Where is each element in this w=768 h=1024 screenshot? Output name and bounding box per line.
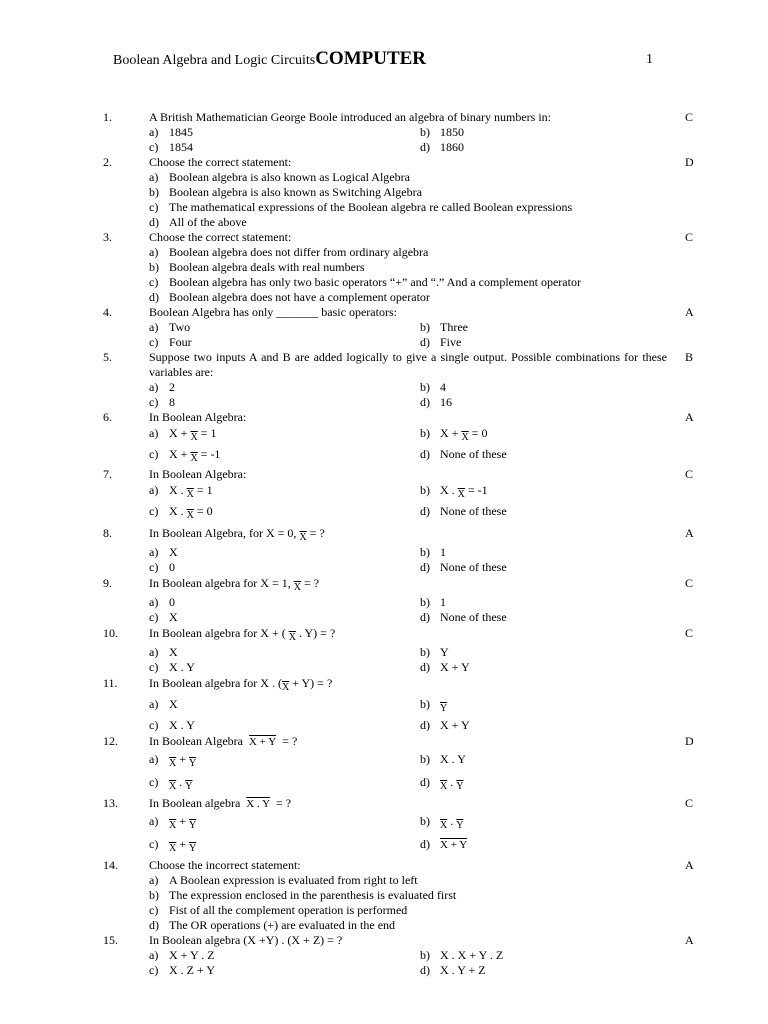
answer-key: A [685, 305, 694, 319]
header-title [113, 48, 426, 70]
question-number: 14. [103, 858, 118, 872]
question-12 [0, 734, 768, 796]
question-15 [0, 933, 768, 978]
question-number: 13. [103, 796, 118, 810]
question-text: Boolean Algebra has only _______ basic operators: [149, 305, 397, 319]
options [149, 245, 768, 305]
question-text: In Boolean Algebra: [149, 467, 247, 481]
option-b: b) Y [420, 645, 449, 659]
question-3 [0, 230, 768, 305]
answer-key: C [685, 626, 694, 640]
options [149, 482, 768, 524]
option-d: d) X + Y [420, 837, 468, 851]
question-10 [0, 626, 768, 675]
option-c: c) 0 [149, 560, 175, 574]
option-c: c) X . Z + Y [149, 963, 215, 977]
question-number: 12. [103, 734, 118, 748]
option-d: d) None of these [420, 447, 507, 461]
option-b: b) 4 [420, 380, 446, 394]
option-a: a) $_{\overline{X}}$ + $_{\overline{Y}}$ [149, 814, 197, 831]
options [149, 170, 768, 230]
options [149, 948, 768, 978]
option-d: d) X . Y + Z [420, 963, 486, 977]
question-text: In Boolean algebra for X + ( $_{\overline{X}}$ . Y) = ? [149, 626, 336, 643]
option-d: d) All of the above [149, 215, 247, 229]
option-b: b) X . $_{\overline{X}}$ = -1 [420, 483, 488, 500]
option-d: d) 1860 [420, 140, 464, 154]
options [149, 873, 768, 933]
option-c: c) X . Y [149, 660, 195, 674]
question-number: 15. [103, 933, 118, 947]
question-text: In Boolean algebra (X +Y) . (X + Z) = ? [149, 933, 343, 947]
answer-key: C [685, 796, 694, 810]
options [149, 545, 768, 575]
question-text: In Boolean algebra for X . $(_{\overline{X}} + Y)$ = ? [149, 676, 333, 693]
option-a: a) A Boolean expression is evaluated from right to left [149, 873, 418, 887]
answer-key: C [685, 576, 694, 590]
option-c: c) X . Y [149, 718, 195, 732]
option-d: d) None of these [420, 504, 507, 518]
question-text: In Boolean Algebra X + Y = ? [149, 734, 298, 748]
option-d: d) 16 [420, 395, 452, 409]
option-a: a) X [149, 645, 178, 659]
option-b: b) X . X + Y . Z [420, 948, 504, 962]
question-text: In Boolean algebra X . Y = ? [149, 796, 292, 810]
answer-key: C [685, 110, 694, 124]
options [149, 812, 768, 858]
option-b: b) Boolean algebra is also known as Switching Algebra [149, 185, 422, 199]
option-c: c) Boolean algebra has only two basic operators “+” and “.” And a complement operator [149, 275, 581, 289]
question-2 [0, 155, 768, 230]
answer-key: A [685, 526, 694, 540]
option-c: c) $_{\overline{X}}$ . $_{\overline{Y}}$ [149, 775, 193, 792]
options [149, 595, 768, 625]
answer-key: D [685, 155, 694, 169]
option-a: a) Boolean algebra does not differ from ordinary algebra [149, 245, 429, 259]
question-text: In Boolean Algebra: [149, 410, 247, 424]
option-b: b) The expression enclosed in the parenthesis is evaluated first [149, 888, 457, 902]
option-b: b) 1 [420, 595, 446, 609]
option-b: b) Three [420, 320, 468, 334]
question-number: 2. [103, 155, 112, 169]
option-a: a) X + $_{\overline{X}}$ = 1 [149, 426, 217, 443]
question-number: 1. [103, 110, 112, 124]
question-13 [0, 796, 768, 858]
answer-key: C [685, 230, 694, 244]
option-b: b) X + $_{\overline{X}}$ = 0 [420, 426, 488, 443]
options [149, 696, 768, 733]
question-text: Choose the correct statement: [149, 230, 292, 244]
option-b: b) Boolean algebra deals with real numbers [149, 260, 365, 274]
options [149, 320, 768, 350]
options [149, 380, 768, 410]
page-number: 1 [646, 52, 653, 67]
option-d: d) $_{\overline{X}}$ . $_{\overline{Y}}$ [420, 775, 464, 792]
option-d: d) X + Y [420, 718, 470, 732]
question-5 [0, 350, 768, 410]
question-text: Suppose two inputs A and B are added logically to give a single output. Possible combinations for these variables are: [149, 350, 667, 379]
question-text: Choose the incorrect statement: [149, 858, 301, 872]
answer-key: A [685, 858, 694, 872]
question-8 [0, 526, 768, 575]
option-a: a) Two [149, 320, 191, 334]
question-number: 5. [103, 350, 112, 364]
option-a: a) Boolean algebra is also known as Logical Algebra [149, 170, 410, 184]
option-a: a) 0 [149, 595, 175, 609]
option-a: a) $_{\overline{X}}$ + $_{\overline{Y}}$ [149, 752, 197, 769]
question-6 [0, 410, 768, 467]
question-text: In Boolean algebra for X = 1, $_{\overline{X}}$ = ? [149, 576, 320, 593]
question-number: 7. [103, 467, 112, 481]
question-number: 8. [103, 526, 112, 540]
answer-key: D [685, 734, 694, 748]
question-9 [0, 576, 768, 625]
question-number: 3. [103, 230, 112, 244]
question-7 [0, 467, 768, 524]
header-topic: Boolean Algebra and Logic Circuits [113, 53, 316, 68]
option-a: a) X [149, 545, 178, 559]
answer-key: C [685, 467, 694, 481]
question-number: 11. [103, 676, 118, 690]
option-a: a) X [149, 697, 178, 711]
option-c: c) X + $_{\overline{X}}$ = -1 [149, 447, 221, 464]
options [149, 750, 768, 796]
question-text: In Boolean Algebra, for X = 0, $_{\overline{X}}$ = ? [149, 526, 325, 543]
options [149, 425, 768, 467]
option-c: c) X . $_{\overline{X}}$ = 0 [149, 504, 213, 521]
question-1 [0, 110, 768, 155]
question-number: 4. [103, 305, 112, 319]
option-b: b) 1 [420, 545, 446, 559]
question-text: A British Mathematician George Boole introduced an algebra of binary numbers in: [149, 110, 552, 124]
question-number: 10. [103, 626, 118, 640]
answer-key: A [685, 410, 694, 424]
options [149, 645, 768, 675]
option-d: d) None of these [420, 560, 507, 574]
option-c: c) Four [149, 335, 192, 349]
option-d: d) None of these [420, 610, 507, 624]
options [149, 125, 768, 155]
header-subject: COMPUTER [315, 48, 427, 69]
option-d: d) Boolean algebra does not have a complement operator [149, 290, 430, 304]
option-d: d) X + Y [420, 660, 470, 674]
option-b: b) $_{\overline{Y}}$ [420, 697, 448, 714]
question-11 [0, 676, 768, 733]
answer-key: A [685, 933, 694, 947]
option-b: b) X . Y [420, 752, 466, 766]
option-c: c) $_{\overline{X}}$ + $_{\overline{Y}}$ [149, 837, 197, 854]
option-c: c) Fist of all the complement operation is performed [149, 903, 408, 917]
option-a: a) X + Y . Z [149, 948, 215, 962]
option-c: c) 8 [149, 395, 175, 409]
option-a: a) 1845 [149, 125, 193, 139]
option-a: a) X . $_{\overline{X}}$ = 1 [149, 483, 213, 500]
option-d: d) Five [420, 335, 462, 349]
option-c: c) X [149, 610, 178, 624]
question-number: 6. [103, 410, 112, 424]
option-c: c) 1854 [149, 140, 193, 154]
option-d: d) The OR operations (+) are evaluated in the end [149, 918, 396, 932]
question-number: 9. [103, 576, 112, 590]
option-b: b) $_{\overline{X}}$ . $_{\overline{Y}}$ [420, 814, 464, 831]
question-list [0, 110, 768, 978]
option-b: b) 1850 [420, 125, 464, 139]
option-c: c) The mathematical expressions of the Boolean algebra re called Boolean expressions [149, 200, 573, 214]
answer-key: B [685, 350, 694, 364]
option-a: a) 2 [149, 380, 175, 394]
question-text: Choose the correct statement: [149, 155, 292, 169]
question-4 [0, 305, 768, 350]
question-14 [0, 858, 768, 933]
